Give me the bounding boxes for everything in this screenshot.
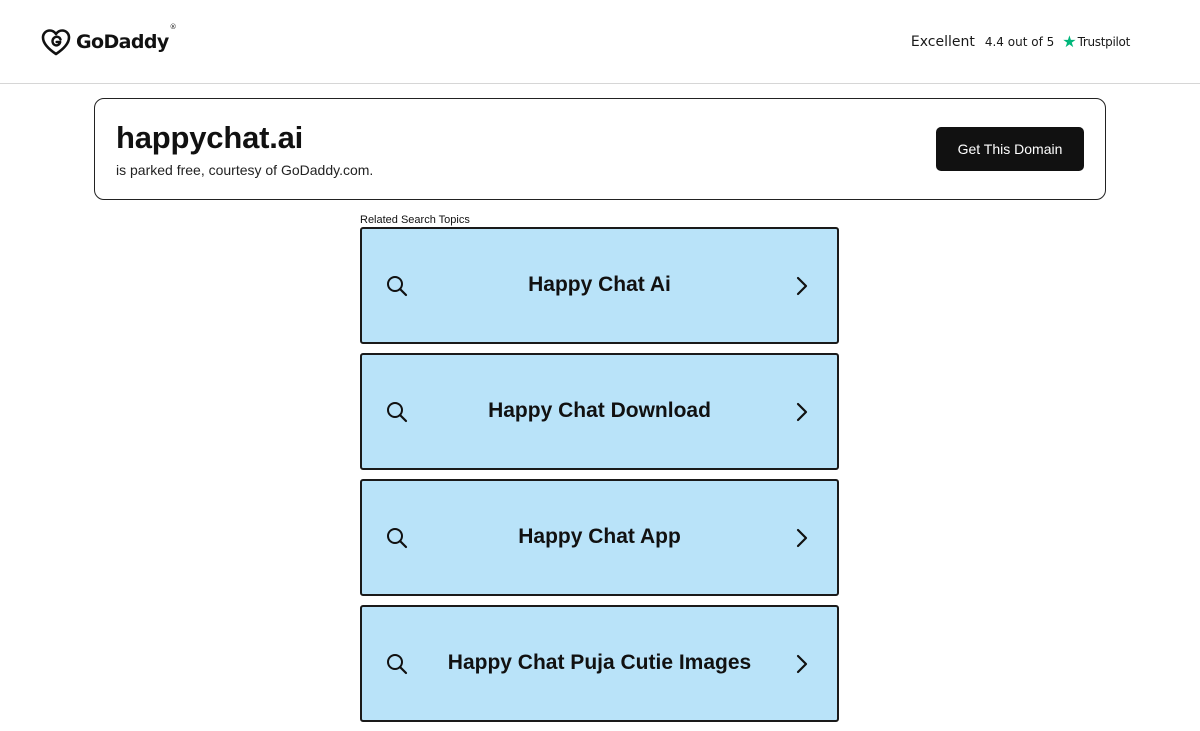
logo-wordmark: GoDaddy®: [76, 23, 177, 53]
topic-item-happy-chat-ai[interactable]: [360, 227, 839, 344]
search-icon: [386, 653, 408, 675]
chevron-right-icon: [795, 276, 809, 296]
chevron-right-icon: [795, 528, 809, 548]
topic-item-happy-chat-download[interactable]: [360, 353, 839, 470]
search-icon: [386, 401, 408, 423]
topic-label: Happy Chat Ai: [528, 273, 671, 296]
trustpilot-star-icon: ★: [1062, 32, 1077, 51]
topic-item-happy-chat-puja-cutie-images[interactable]: [360, 605, 839, 722]
trustpilot-score: 4.4 out of 5: [984, 35, 1055, 49]
related-topics-list: [360, 227, 839, 731]
parked-subtitle: is parked free, courtesy of GoDaddy.com.: [116, 162, 374, 178]
godaddy-logo[interactable]: [41, 23, 177, 57]
topic-label: Happy Chat Download: [488, 399, 711, 422]
trustpilot-brand: Trustpilot: [1077, 35, 1130, 49]
godaddy-logo-icon: [41, 28, 71, 56]
topic-item-happy-chat-app[interactable]: [360, 479, 839, 596]
related-search-topics-label: Related Search Topics: [360, 214, 470, 226]
site-header: [0, 0, 1200, 84]
topic-label: Happy Chat App: [518, 525, 681, 548]
domain-card: [94, 98, 1106, 200]
domain-name: happychat.ai: [116, 120, 304, 155]
trustpilot-rating[interactable]: [911, 34, 1130, 50]
trustpilot-rating-word: Excellent: [910, 34, 975, 50]
get-this-domain-button[interactable]: Get This Domain: [936, 127, 1084, 171]
chevron-right-icon: [795, 402, 809, 422]
search-icon: [386, 527, 408, 549]
search-icon: [386, 275, 408, 297]
topic-label: Happy Chat Puja Cutie Images: [447, 651, 752, 674]
chevron-right-icon: [795, 654, 809, 674]
logo-trademark: ®: [169, 23, 177, 31]
